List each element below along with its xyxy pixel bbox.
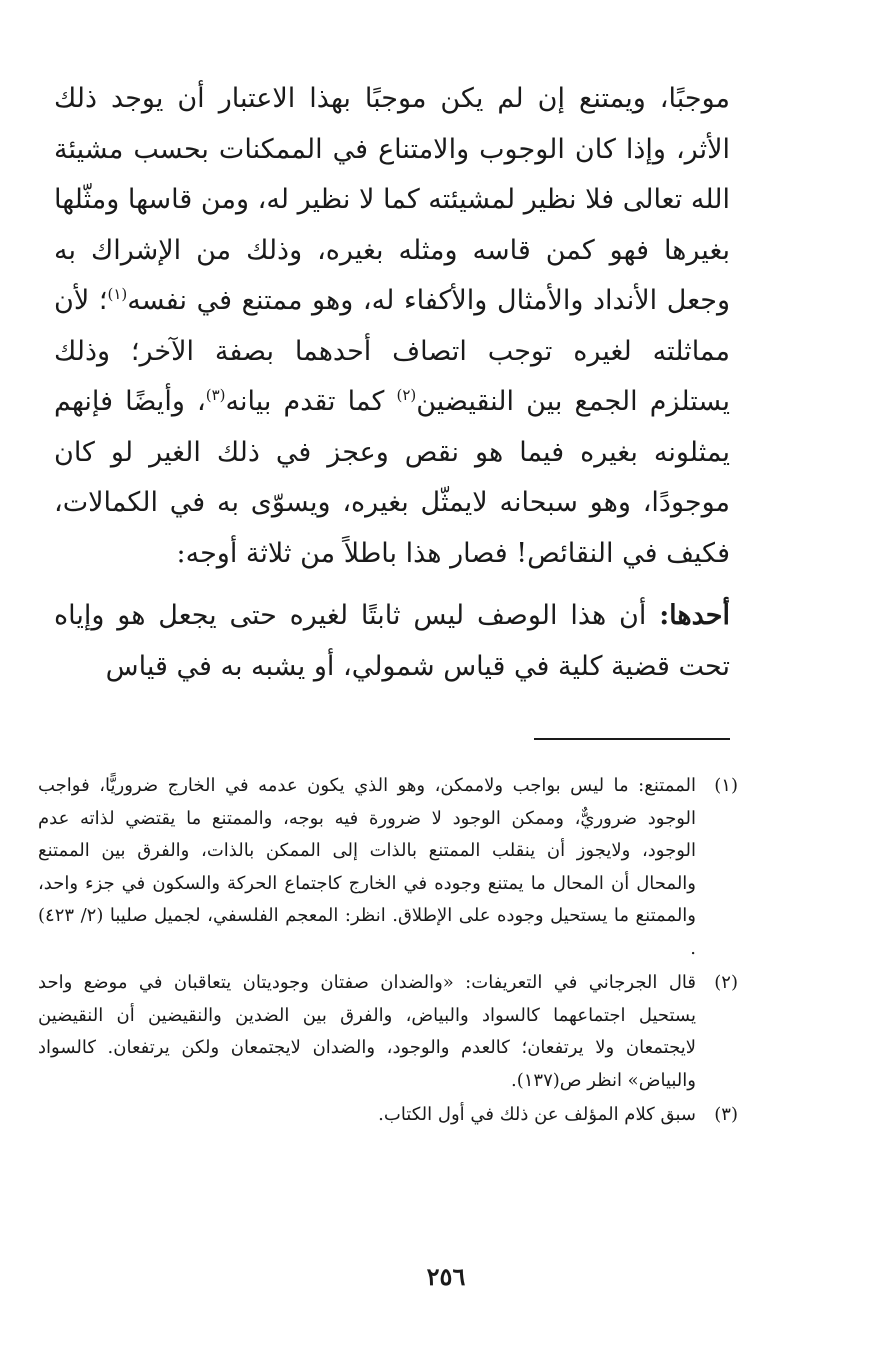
paragraph-2: [54, 591, 730, 692]
footnote-number: (١): [714, 775, 738, 796]
paragraph-1-part-4: ، وأيضًا فإنهم يمثلونه بغيره فيما هو نقص وعجز في ذلك الغير لو كان موجودًا، وهو سبحانه لايمثّل بغيره، ويسوّى به في الكمالات، فكيف في النقائص! فصار هذا باطلاً من ثلاثة أوجه:: [54, 386, 730, 569]
footnote-1: [38, 770, 738, 965]
main-text: [54, 74, 730, 692]
footnote-ref-2: (٢): [396, 386, 417, 404]
footnote-number: (٢): [714, 972, 738, 993]
footnote-3: [38, 1099, 738, 1132]
footnote-2: [38, 967, 738, 1097]
footnote-text: الممتنع: ما ليس بواجب ولاممكن، وهو الذي يكون عدمه في الخارج ضروريًّا، فواجب الوجود ضروريٌّ، وممكن الوجود لا ضرورة فيه بوجه، والممتنع ما يقتضي لذاته عدم الوجود، ولايجوز أن ينقلب الممتنع بالذات إلى الممكن بالذات، والفرق بين الممتنع والمحال أن المحال ما يمتنع وجوده في الخارج كاجتماع الحركة والسكون في جزء واحد، والممتنع ما يستحيل وجوده على الإطلاق. انظر: المعجم الفلسفي، لجميل صليبا (٢/ ٤٢٣) .: [38, 775, 696, 959]
paragraph-1-part-3: كما تقدم بيانه: [225, 386, 397, 417]
footnote-text: سبق كلام المؤلف عن ذلك في أول الكتاب.: [378, 1104, 696, 1125]
paragraph-2-text: أن هذا الوصف ليس ثابتًا لغيره حتى يجعل هو وإياه تحت قضية كلية في قياس شمولي، أو يشبه به في قياس: [54, 600, 730, 682]
paragraph-2-lead: أحدها:: [659, 600, 730, 631]
footnotes: [38, 770, 738, 1132]
paragraph-1-part-2: ؛ لأن مماثلته لغيره توجب اتصاف أحدهما بصفة الآخر؛ وذلك يستلزم الجمع بين النقيضين: [54, 285, 731, 417]
paragraph-1-part-1: موجبًا، ويمتنع إن لم يكن موجبًا بهذا الاعتبار أن يوجد ذلك الأثر، وإذا كان الوجوب والامتناع في الممكنات بحسب مشيئة الله تعالى فلا نظير لمشيئته كما لا نظير له، ومن قاسها ومثّلها بغيرها فهو كمن قاسه ومثله بغيره، وذلك من الإشراك به وجعل الأنداد والأمثال والأكفاء له، وهو ممتنع في نفسه: [54, 83, 730, 316]
paragraph-1: [54, 74, 730, 579]
footnote-text: قال الجرجاني في التعريفات: «والضدان صفتان وجوديتان يتعاقبان في موضع واحد يستحيل اجتماعهما كالسواد والبياض، والفرق بين الضدين والنقيضين أن النقيضين لايجتمعان ولا يرتفعان؛ كالعدم والوجود، والضدان لايجتمعان ولكن يرتفعان. كالسواد والبياض» انظر ص(١٣٧).: [38, 972, 696, 1091]
footnote-ref-1: (١): [107, 285, 128, 303]
page-number: ٢٥٦: [426, 1262, 466, 1291]
footnote-separator: [534, 738, 730, 740]
footnote-ref-3: (٣): [205, 386, 226, 404]
footnote-number: (٣): [714, 1104, 738, 1125]
